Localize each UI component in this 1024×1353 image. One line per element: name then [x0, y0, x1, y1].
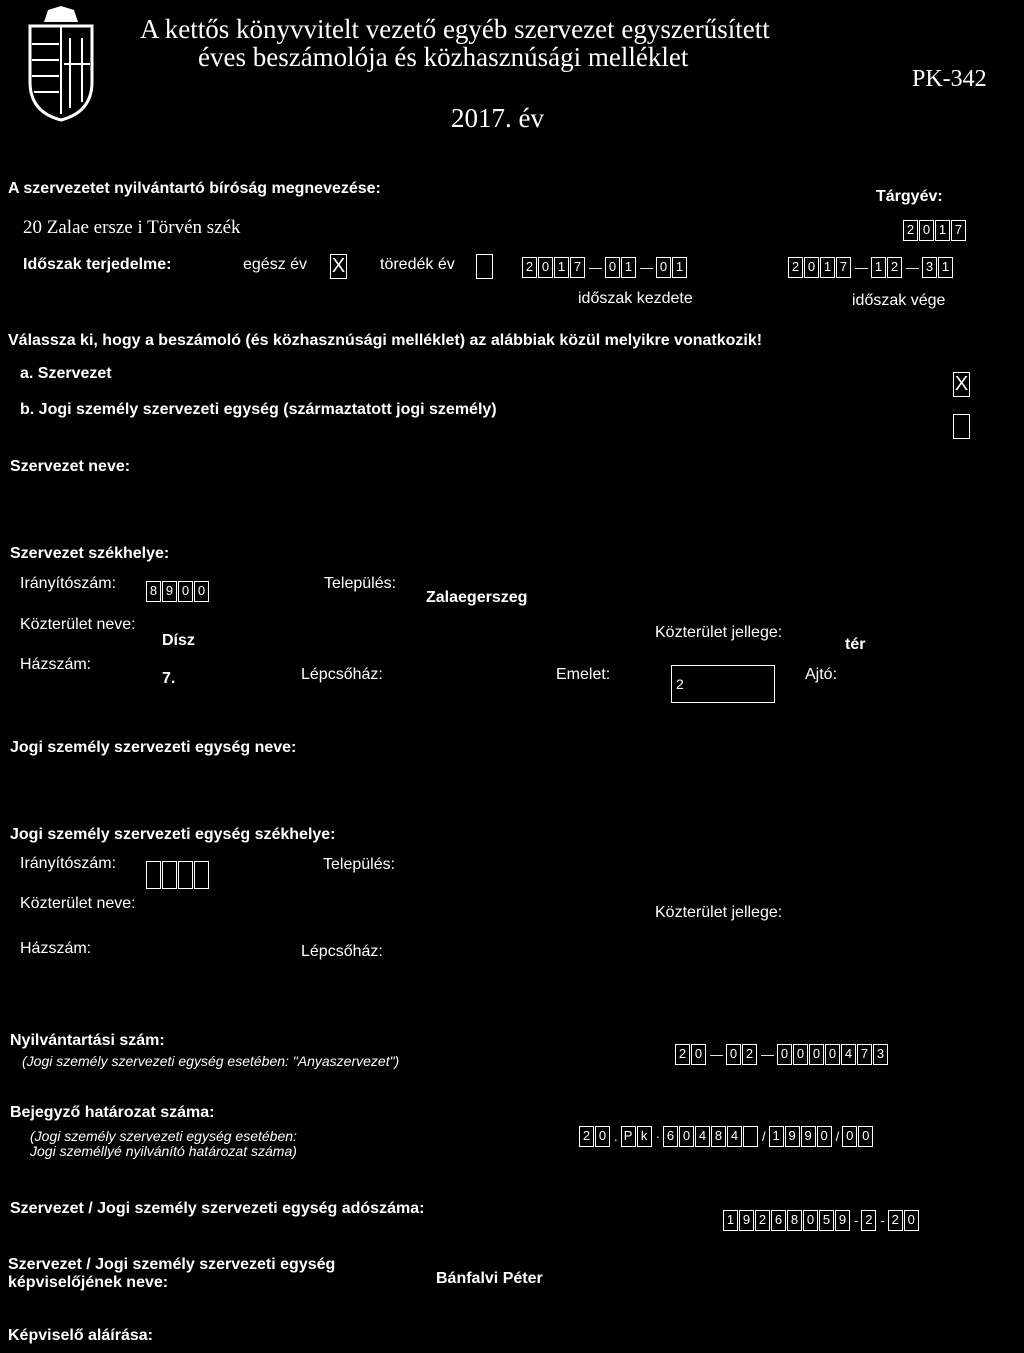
- unit-seat-label: Jogi személy szervezeti egység székhelye:: [10, 826, 336, 843]
- unit-house-label: Házszám:: [20, 940, 92, 957]
- org-stair-label: Lépcsőház:: [301, 666, 383, 683]
- court-label: A szervezetet nyilvántartó bíróság megnevezése:: [8, 180, 381, 197]
- representative-name: Bánfalvi Péter: [436, 1270, 543, 1287]
- org-street-value: Dísz: [162, 632, 195, 649]
- org-city-value: Zalaegerszeg: [426, 589, 528, 606]
- option-a-label: a. Szervezet: [20, 365, 112, 382]
- org-street-label: Közterület neve:: [20, 616, 136, 633]
- whole-year-label: egész év: [243, 256, 308, 273]
- option-b-checkbox[interactable]: [953, 414, 970, 439]
- registry-label: Nyilvántartási szám:: [10, 1032, 165, 1049]
- unit-stair-label: Lépcsőház:: [301, 943, 383, 960]
- period-label: Időszak terjedelme:: [23, 256, 172, 273]
- period-end-label: időszak vége: [852, 292, 946, 309]
- registry-number-boxes[interactable]: 2 0 — 0 2 — 0 0 0 0 4 7 3: [675, 1044, 889, 1065]
- form-title-line1: A kettős könyvvitelt vezető egyéb szervezet egyszerűsített: [140, 14, 770, 44]
- unit-zip-label: Irányítószám:: [20, 855, 117, 872]
- org-zip-boxes[interactable]: 8 9 0 0: [146, 581, 210, 602]
- tax-number-label: Szervezet / Jogi személy szervezeti egység adószáma:: [10, 1200, 425, 1217]
- org-zip-label: Irányítószám:: [20, 575, 117, 592]
- unit-street-type-label: Közterület jellege:: [655, 904, 783, 921]
- unit-city-label: Település:: [323, 856, 396, 873]
- decision-note-line1: (Jogi személy szervezeti egység esetében:: [30, 1128, 297, 1144]
- unit-name-label: Jogi személy szervezeti egység neve:: [10, 739, 297, 756]
- target-year-boxes[interactable]: 2 0 1 7: [903, 220, 967, 241]
- unit-zip-boxes[interactable]: [146, 861, 210, 889]
- period-end-date[interactable]: 2 0 1 7 — 1 2 — 3 1: [788, 257, 954, 278]
- form-code: PK-342: [912, 66, 987, 92]
- choice-question: Válassza ki, hogy a beszámoló (és közhasznúsági melléklet) az alábbiak közül melyikre vonatkozik!: [8, 332, 763, 349]
- org-city-label: Település:: [324, 575, 397, 592]
- org-house-value: 7.: [162, 670, 176, 687]
- target-year-label: Tárgyév:: [876, 188, 943, 205]
- decision-number-boxes[interactable]: 2 0 . P k · 6 0 4 8 4 / 1 9 9 0 / 0 0: [579, 1126, 874, 1147]
- org-floor-field[interactable]: 2: [671, 665, 775, 703]
- org-street-type-value: tér: [845, 636, 866, 653]
- org-house-label: Házszám:: [20, 656, 92, 673]
- decision-label: Bejegyző határozat száma:: [10, 1104, 215, 1121]
- representative-label-line1: Szervezet / Jogi személy szervezeti egység: [8, 1256, 336, 1273]
- unit-street-label: Közterület neve:: [20, 895, 136, 912]
- period-start-date[interactable]: 2 0 1 7 — 0 1 — 0 1: [522, 257, 688, 278]
- org-name-label: Szervezet neve:: [10, 458, 131, 475]
- form-title-line2: éves beszámolója és közhasznúsági melléklet: [198, 42, 689, 72]
- coat-of-arms-icon: [20, 4, 102, 122]
- org-floor-label: Emelet:: [556, 666, 611, 683]
- org-seat-label: Szervezet székhelye:: [10, 545, 170, 562]
- option-b-label: b. Jogi személy szervezeti egység (származtatott jogi személy): [20, 401, 497, 418]
- whole-year-checkbox[interactable]: X: [331, 255, 346, 277]
- org-door-label: Ajtó:: [805, 666, 838, 683]
- option-a-checkbox[interactable]: X: [954, 373, 969, 395]
- period-start-label: időszak kezdete: [578, 290, 693, 307]
- org-street-type-label: Közterület jellege:: [655, 624, 783, 641]
- representative-label-line2: képviselőjének neve:: [8, 1274, 169, 1291]
- court-name: 20 Zalae ersze i Törvén szék: [23, 217, 241, 238]
- partial-year-checkbox[interactable]: [476, 254, 493, 279]
- form-year: 2017. év: [451, 103, 544, 133]
- registry-note: (Jogi személy szervezeti egység esetében: "Anyaszervezet"): [22, 1053, 400, 1069]
- decision-note-line2: Jogi személlyé nyilvánító határozat száma): [30, 1143, 297, 1159]
- tax-number-boxes[interactable]: 1 9 2 6 8 0 5 9 - 2 - 2 0: [723, 1210, 920, 1231]
- partial-year-label: töredék év: [380, 256, 455, 273]
- signature-label: Képviselő aláírása:: [8, 1327, 153, 1344]
